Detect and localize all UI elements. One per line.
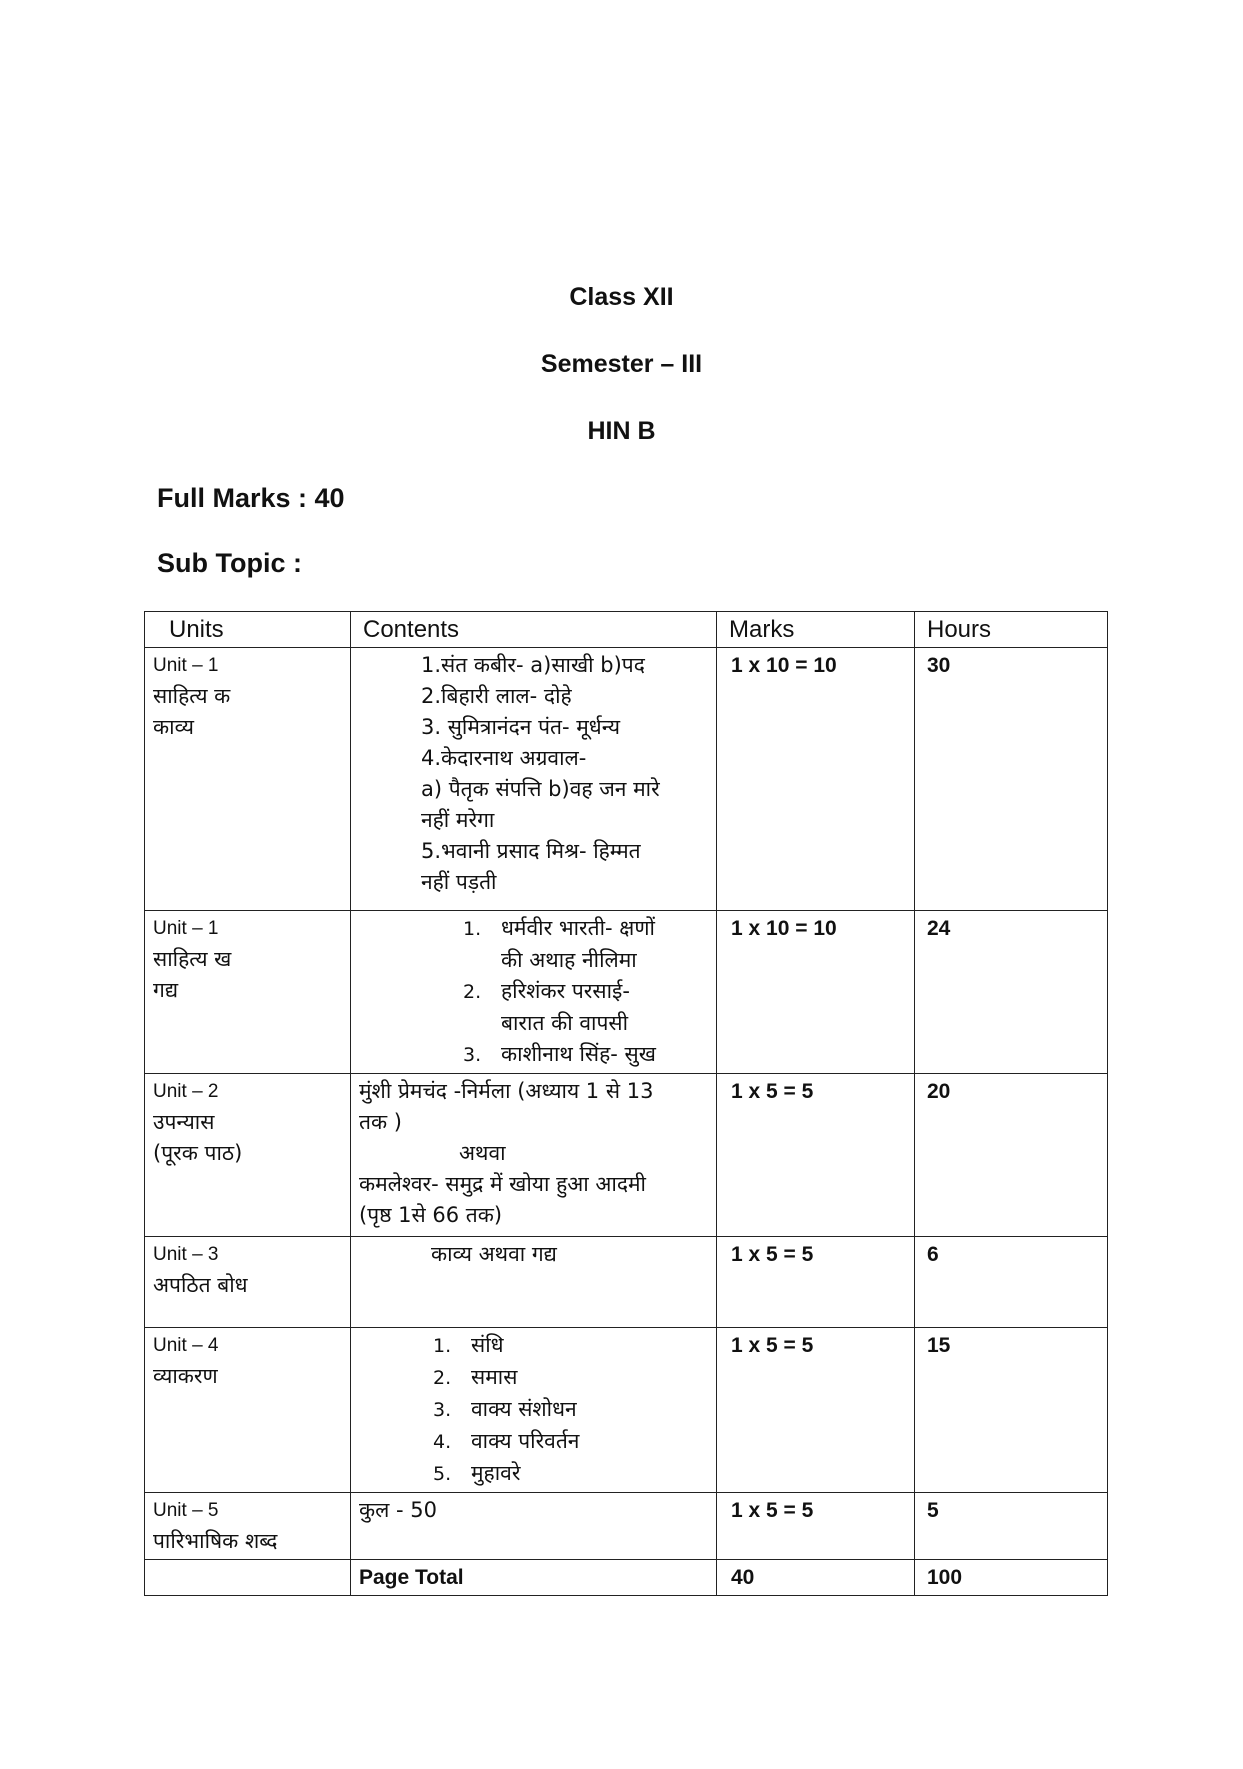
- content-line: 3. सुमित्रानंदन पंत- मूर्धन्य: [421, 715, 621, 739]
- content-line: हरिशंकर परसाई-: [501, 979, 630, 1003]
- table-row: [145, 1493, 1108, 1560]
- content-line: a) पैतृक संपत्ति b)वह जन मारे: [421, 777, 660, 801]
- total-row: [145, 1560, 1108, 1596]
- content-line: 5.भवानी प्रसाद मिश्र- हिम्मत: [421, 839, 641, 863]
- content-line: 2.बिहारी लाल- दोहे: [421, 684, 572, 708]
- content-line: समास: [471, 1365, 518, 1389]
- marks-cell: 1 x 10 = 10: [717, 648, 915, 911]
- total-marks: 40: [717, 1560, 915, 1596]
- content-line: नहीं मरेगा: [421, 808, 495, 832]
- total-hours: 100: [915, 1560, 1108, 1596]
- content-line: 4.केदारनाथ अग्रवाल-: [421, 746, 587, 770]
- list-number: 1.: [463, 918, 482, 940]
- marks-cell: 1 x 5 = 5: [717, 1074, 915, 1237]
- unit-title: साहित्य ख: [153, 947, 232, 971]
- hours-cell: 5: [915, 1493, 1108, 1560]
- semester-title: Semester – III: [540, 350, 703, 378]
- list-number: 1.: [433, 1335, 452, 1357]
- sub-topic-heading: Sub Topic :: [157, 548, 302, 578]
- column-header-marks: Marks: [717, 612, 915, 648]
- unit-cell: [145, 1328, 351, 1493]
- unit-title: गद्य: [153, 978, 179, 1002]
- list-item: [463, 913, 708, 945]
- content-line: की अथाह नीलिमा: [501, 948, 637, 972]
- list-number: 3.: [463, 1044, 482, 1066]
- unit-label: Unit – 5: [153, 1500, 219, 1521]
- column-header-units: Units: [145, 612, 351, 648]
- hours-cell: 30: [915, 648, 1108, 911]
- content-line: (पृष्ठ 1से 66 तक): [359, 1203, 503, 1227]
- table-row: [145, 648, 1108, 911]
- unit-label: Unit – 4: [153, 1335, 219, 1356]
- list-number: 2.: [463, 981, 482, 1003]
- content-line: मुहावरे: [471, 1461, 521, 1485]
- table-row: [145, 1237, 1108, 1328]
- content-line: कुल - 50: [359, 1498, 438, 1522]
- unit-title: (पूरक पाठ): [153, 1141, 243, 1165]
- content-line: तक ): [359, 1110, 402, 1134]
- content-line: अथवा: [459, 1141, 506, 1165]
- content-line: नहीं पड़ती: [421, 870, 497, 894]
- page-total-label: Page Total: [351, 1560, 717, 1596]
- hours-cell: 20: [915, 1074, 1108, 1237]
- unit-title: अपठित बोध: [153, 1273, 248, 1297]
- content-line: 1.संत कबीर- a)साखी b)पद: [421, 653, 645, 677]
- contents-cell: [351, 1237, 717, 1328]
- list-item: [463, 1008, 708, 1039]
- unit-label: Unit – 3: [153, 1244, 219, 1265]
- content-line: काशीनाथ सिंह- सुख: [501, 1042, 656, 1066]
- unit-cell: [145, 648, 351, 911]
- content-line: कमलेश्वर- समुद्र में खोया हुआ आदमी: [359, 1172, 646, 1196]
- list-number: 4.: [433, 1431, 452, 1453]
- contents-cell: [351, 1328, 717, 1493]
- list-item: [463, 1039, 708, 1071]
- subject-title: HIN B: [587, 417, 656, 445]
- content-line: बारात की वापसी: [501, 1011, 629, 1035]
- list-item: [433, 1362, 708, 1394]
- list-item: [433, 1330, 708, 1362]
- contents-cell: [351, 648, 717, 911]
- table-row: [145, 1074, 1108, 1237]
- list-number: 2.: [433, 1367, 452, 1389]
- unit-label: Unit – 1: [153, 655, 219, 676]
- unit-title: काव्य: [153, 715, 194, 739]
- table-row: [145, 1328, 1108, 1493]
- marks-cell: 1 x 5 = 5: [717, 1328, 915, 1493]
- unit-label: Unit – 2: [153, 1081, 219, 1102]
- unit-cell: [145, 1074, 351, 1237]
- contents-cell: [351, 1493, 717, 1560]
- unit-cell-empty: [145, 1560, 351, 1596]
- contents-cell: [351, 1074, 717, 1237]
- class-title: Class XII: [569, 283, 674, 311]
- unit-cell: [145, 1237, 351, 1328]
- content-line: वाक्य परिवर्तन: [471, 1429, 580, 1453]
- unit-title: व्याकरण: [153, 1364, 218, 1388]
- list-item: [463, 945, 708, 976]
- hours-cell: 24: [915, 911, 1108, 1074]
- marks-cell: 1 x 5 = 5: [717, 1493, 915, 1560]
- hours-cell: 6: [915, 1237, 1108, 1328]
- content-line: वाक्य संशोधन: [471, 1397, 577, 1421]
- contents-cell: [351, 911, 717, 1074]
- content-line: काव्य अथवा गद्य: [431, 1242, 557, 1266]
- unit-title: पारिभाषिक शब्द: [153, 1529, 278, 1553]
- list-item: [433, 1426, 708, 1458]
- unit-title: साहित्य क: [153, 684, 231, 708]
- column-header-hours: Hours: [915, 612, 1108, 648]
- unit-cell: [145, 911, 351, 1074]
- marks-cell: 1 x 10 = 10: [717, 911, 915, 1074]
- full-marks-heading: Full Marks : 40: [157, 483, 345, 513]
- list-number: 5.: [433, 1463, 452, 1485]
- hours-cell: 15: [915, 1328, 1108, 1493]
- unit-cell: [145, 1493, 351, 1560]
- list-number: 3.: [433, 1399, 452, 1421]
- table-header-row: [145, 612, 1108, 648]
- column-header-contents: Contents: [351, 612, 717, 648]
- list-item: [463, 976, 708, 1008]
- content-line: धर्मवीर भारती- क्षणों: [501, 916, 655, 940]
- marks-cell: 1 x 5 = 5: [717, 1237, 915, 1328]
- unit-label: Unit – 1: [153, 918, 219, 939]
- content-line: संधि: [471, 1333, 504, 1357]
- list-item: [433, 1458, 708, 1490]
- syllabus-table: [144, 611, 1108, 1596]
- list-item: [433, 1394, 708, 1426]
- table-row: [145, 911, 1108, 1074]
- content-line: मुंशी प्रेमचंद -निर्मला (अध्याय 1 से 13: [359, 1079, 654, 1103]
- unit-title: उपन्यास: [153, 1110, 215, 1134]
